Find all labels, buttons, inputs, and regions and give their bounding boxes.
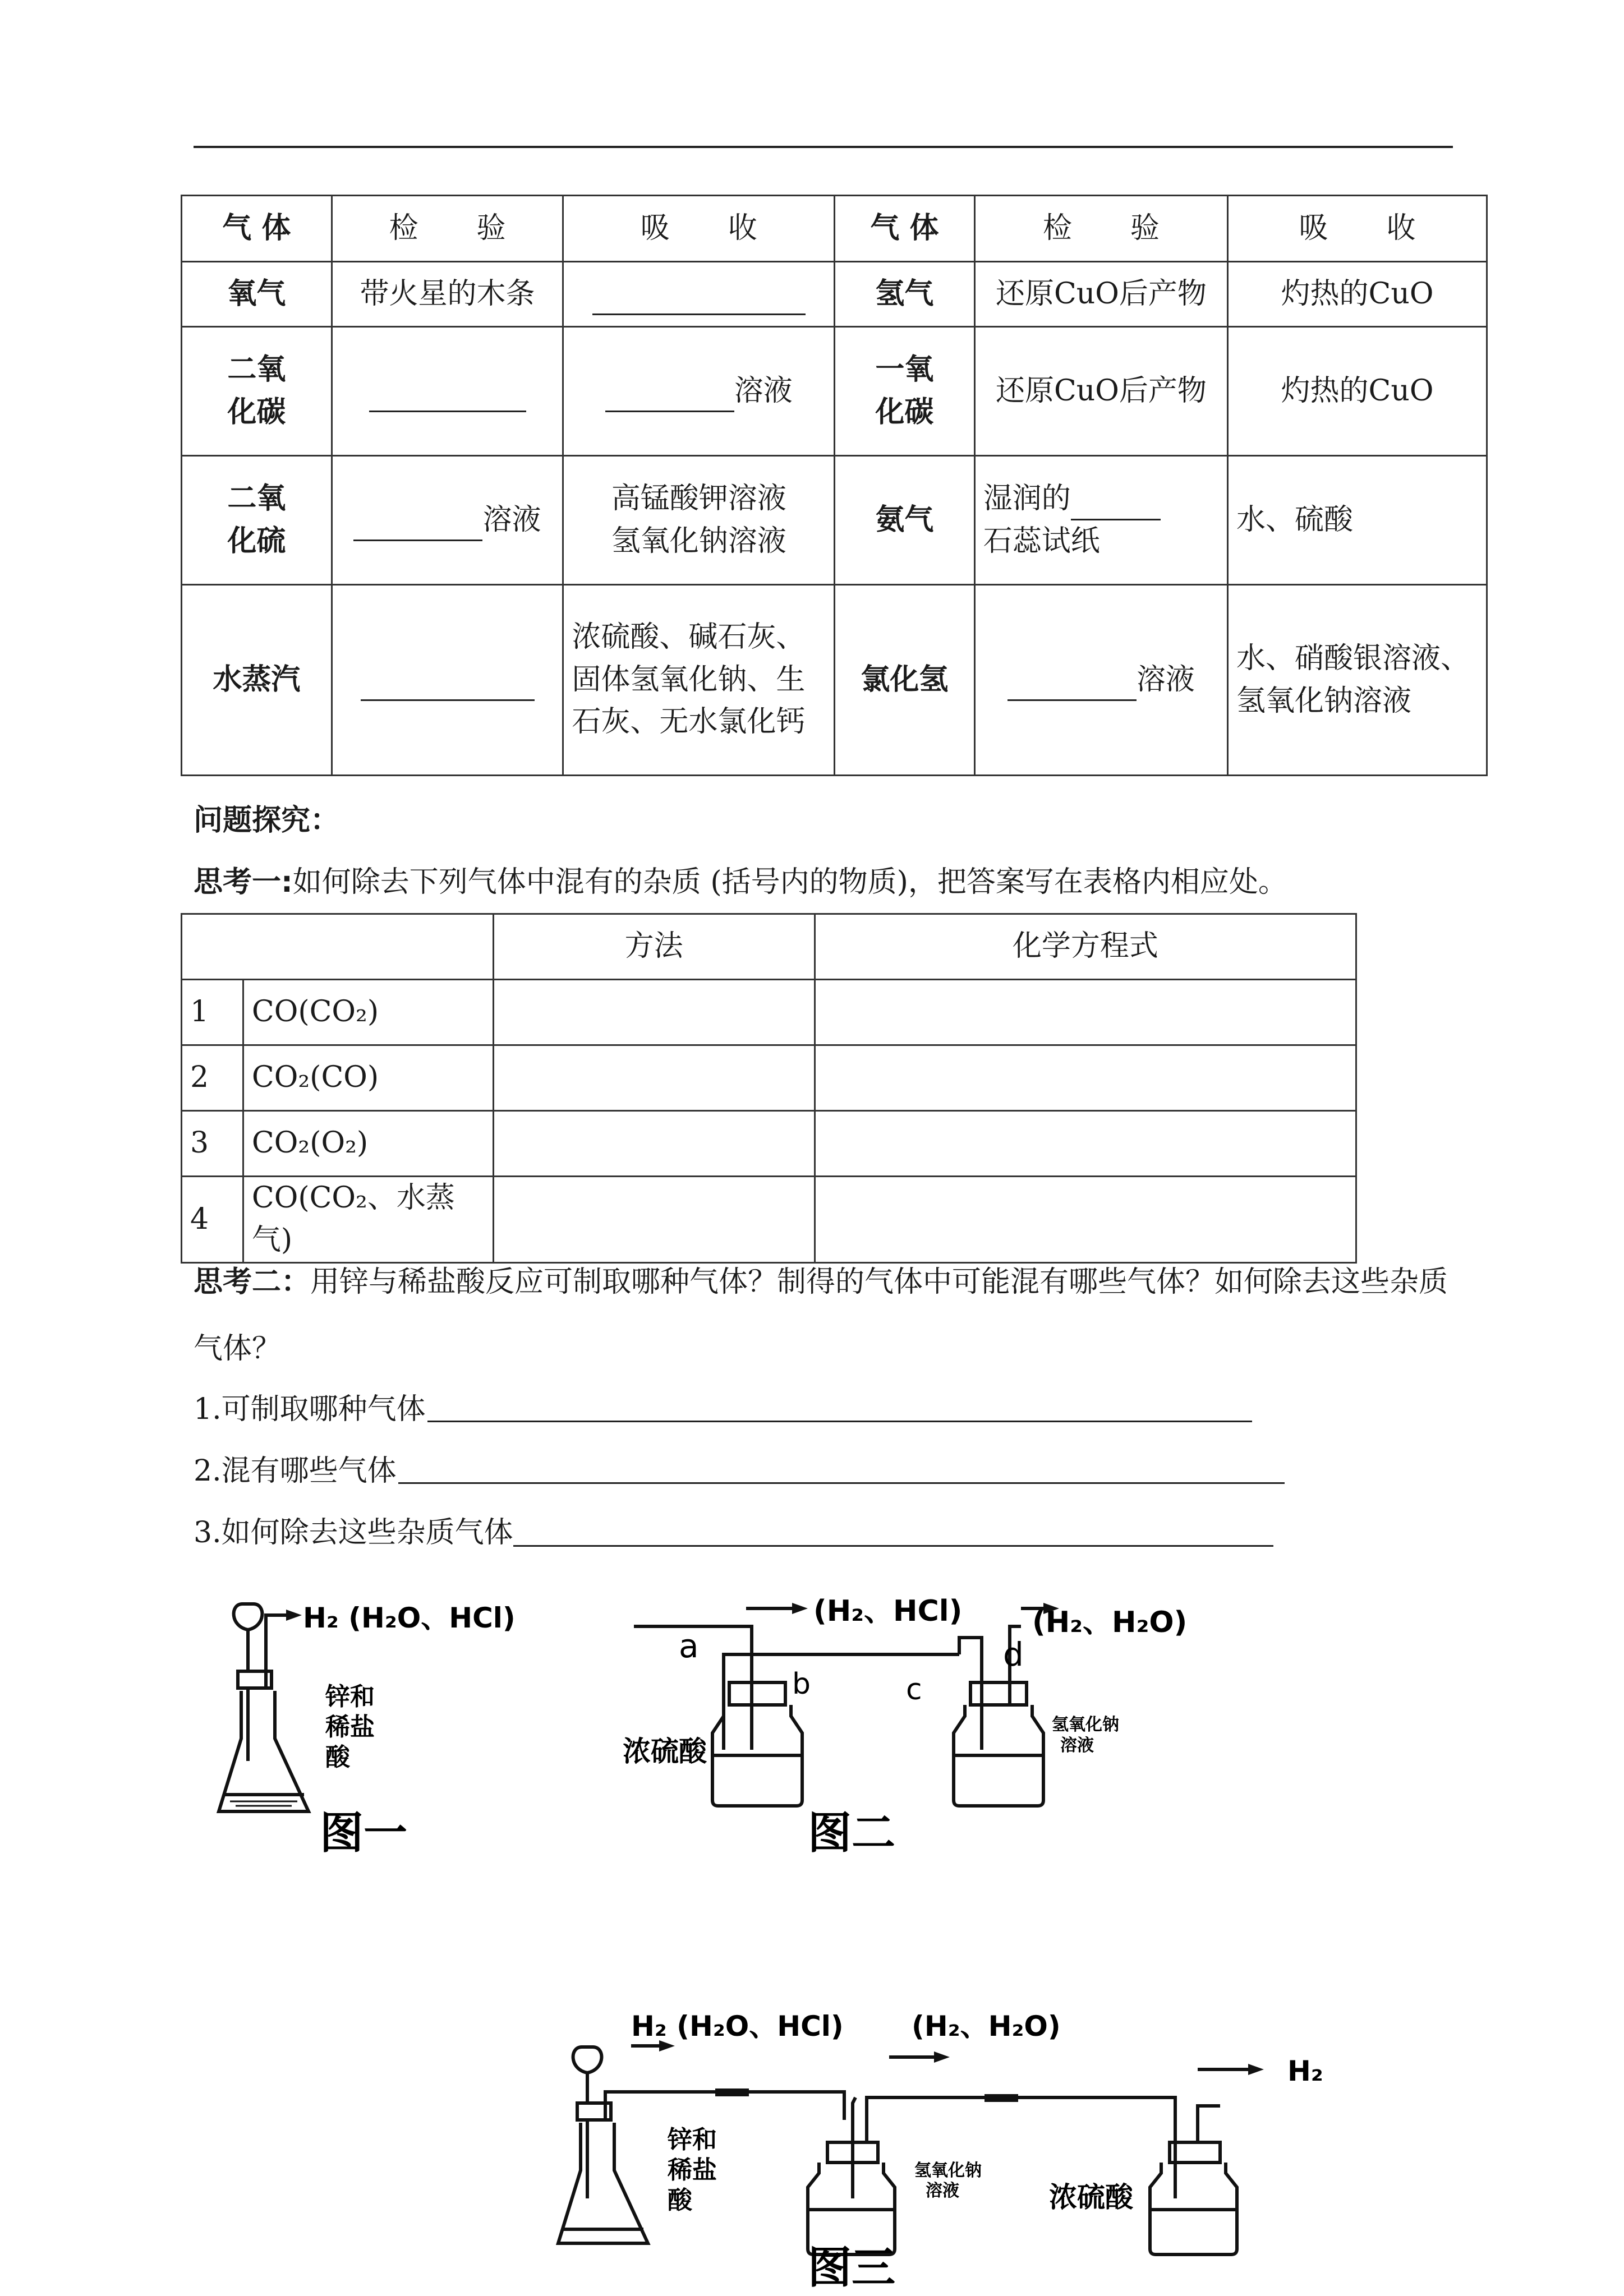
section-heading: 问题探究： — [194, 804, 340, 837]
fill-blank[interactable] — [592, 283, 806, 316]
figure-one-diagram — [213, 1593, 561, 1862]
absorb-hydrogen: 灼热的CuO — [1228, 262, 1487, 327]
think-one — [194, 858, 1287, 900]
method-cell[interactable] — [493, 1177, 815, 1263]
fig2-caption: 图二 — [808, 1808, 896, 1859]
fig1-reagent-2: 稀盐 — [325, 1713, 375, 1741]
table-row — [182, 585, 1487, 776]
absorbent-line: 氢氧化钠溶液 — [611, 524, 786, 558]
absorb-so2 — [563, 456, 835, 585]
row-number: 1 — [182, 980, 243, 1045]
gas-ammonia: 氨气 — [835, 456, 975, 585]
method-cell[interactable] — [493, 1111, 815, 1177]
think-one-label: 思考一: — [194, 865, 293, 899]
absorb-co: 灼热的CuO — [1228, 327, 1487, 456]
fig3-caption: 图三 — [808, 2243, 896, 2288]
solution-label: 溶液 — [482, 502, 541, 537]
gas-test-absorb-table — [181, 195, 1488, 776]
solution-label: 溶液 — [734, 374, 793, 408]
test-so2 — [332, 456, 563, 585]
think-two-text: 用锌与稀盐酸反应可制取哪种气体？制得的气体中可能混有哪些气体？如何除去这些杂质 — [310, 1265, 1448, 1299]
absorb-co2 — [563, 327, 835, 456]
header-empty — [182, 914, 494, 980]
header-test-1: 检 验 — [332, 196, 563, 262]
solution-label: 溶液 — [1136, 662, 1195, 697]
answer-line-3[interactable] — [513, 1545, 1273, 1547]
absorbent-line: 高锰酸钾溶液 — [611, 482, 786, 516]
fig2-port-c: c — [906, 1673, 922, 1707]
fig1-caption: 图一 — [320, 1808, 408, 1859]
fill-blank[interactable] — [605, 380, 734, 413]
equation-cell[interactable] — [815, 1111, 1356, 1177]
fig2-port-b: b — [792, 1667, 811, 1701]
fig2-bottle2-label-a: 氢氧化钠 — [1052, 1715, 1119, 1735]
test-ammonia — [974, 456, 1227, 585]
absorbent-line: 浓硫酸、碱石灰、 — [572, 620, 806, 654]
fig3-reagent-2: 稀盐 — [668, 2156, 717, 2184]
header-gas-1: 气 体 — [182, 196, 332, 262]
think-two-cont: 气体？ — [194, 1332, 282, 1366]
fig2-inlet-gas: (H₂、HCl) — [813, 1594, 963, 1628]
test-oxygen: 带火星的木条 — [332, 262, 563, 327]
gas-mixture: CO₂(O₂) — [243, 1111, 493, 1177]
think-one-text: 如何除去下列气体中混有的杂质 (括号内的物质)，把答案写在表格内相应处。 — [292, 865, 1287, 899]
figure-two-diagram — [617, 1593, 1223, 1862]
fill-blank[interactable] — [1071, 488, 1161, 520]
table-row — [182, 980, 1356, 1045]
table-row — [182, 262, 1487, 327]
table-header-row — [182, 196, 1487, 262]
fill-blank[interactable] — [1007, 669, 1137, 702]
question-3: 3.如何除去这些杂质气体 — [194, 1516, 513, 1550]
gas-so2: 二氧化硫 — [182, 456, 332, 585]
fig3-gas-1: H₂ (H₂O、HCl) — [631, 2013, 844, 2043]
figure-three-diagram — [553, 2013, 1349, 2288]
test-hcl — [974, 585, 1227, 776]
gas-mixture: CO₂(CO) — [243, 1045, 493, 1111]
absorb-hcl — [1228, 585, 1487, 776]
header-gas-2: 气 体 — [835, 196, 975, 262]
think-two-label: 思考二： — [194, 1265, 311, 1299]
fig3-bottle1-label-b: 溶液 — [926, 2181, 959, 2201]
equation-cell[interactable] — [815, 980, 1356, 1045]
table-row — [182, 1111, 1356, 1177]
fig2-bottle2-label-b: 溶液 — [1060, 1736, 1094, 1755]
table-header-row — [182, 914, 1356, 980]
gas-co: 一氧化碳 — [835, 327, 975, 456]
equation-cell[interactable] — [815, 1177, 1356, 1263]
absorb-ammonia: 水、硫酸 — [1228, 456, 1487, 585]
answer-line-1[interactable] — [427, 1421, 1252, 1422]
method-cell[interactable] — [493, 980, 815, 1045]
table-row — [182, 1045, 1356, 1111]
test-hydrogen: 还原CuO后产物 — [974, 262, 1227, 327]
test-text: 湿润的 — [983, 482, 1071, 516]
gas-mixture: CO(CO₂) — [243, 980, 493, 1045]
fig3-gas-3: H₂ — [1287, 2055, 1323, 2087]
row-number: 3 — [182, 1111, 243, 1177]
gas-co2: 二氧化碳 — [182, 327, 332, 456]
impurity-removal-table — [181, 913, 1357, 1264]
header-absorb-2: 吸 收 — [1228, 196, 1487, 262]
absorbent-line: 水、硝酸银溶液、 — [1236, 642, 1470, 676]
absorb-oxygen-blank[interactable] — [563, 262, 835, 327]
gas-mixture: CO(CO₂、水蒸气) — [243, 1177, 493, 1263]
gas-oxygen: 氧气 — [182, 262, 332, 327]
fig2-outlet-gas: (H₂、H₂O) — [1032, 1606, 1188, 1639]
test-water-vapor-blank[interactable] — [332, 585, 563, 776]
fig3-reagent-3: 酸 — [668, 2186, 692, 2215]
absorbent-line: 固体氢氧化钠、生 — [572, 662, 806, 697]
table-row — [182, 1177, 1356, 1263]
table-row — [182, 456, 1487, 585]
header-rule — [194, 146, 1453, 148]
test-text: 石蕊试纸 — [983, 524, 1100, 558]
row-number: 4 — [182, 1177, 243, 1263]
equation-cell[interactable] — [815, 1045, 1356, 1111]
fig2-bottle1-label: 浓硫酸 — [623, 1735, 707, 1768]
fig2-port-a: a — [679, 1627, 699, 1665]
header-method: 方法 — [493, 914, 815, 980]
absorb-water-vapor — [563, 585, 835, 776]
question-2: 2.混有哪些气体 — [194, 1454, 397, 1488]
fill-blank[interactable] — [361, 669, 535, 702]
fig3-bottle1-label-a: 氢氧化钠 — [914, 2161, 982, 2180]
header-test-2: 检 验 — [974, 196, 1227, 262]
fig3-reagent-1: 锌和 — [668, 2126, 717, 2154]
gas-hydrogen: 氢气 — [835, 262, 975, 327]
fill-blank[interactable] — [369, 380, 526, 413]
fig1-gas-label: H₂ (H₂O、HCl) — [303, 1602, 516, 1634]
row-number: 2 — [182, 1045, 243, 1111]
table-row — [182, 327, 1487, 456]
question-1: 1.可制取哪种气体 — [194, 1393, 426, 1426]
gas-water-vapor: 水蒸汽 — [182, 585, 332, 776]
fig3-gas-2: (H₂、H₂O) — [912, 2013, 1061, 2043]
think-two — [194, 1258, 1448, 1300]
method-cell[interactable] — [493, 1045, 815, 1111]
gas-hcl: 氯化氢 — [835, 585, 975, 776]
absorbent-line: 氢氧化钠溶液 — [1236, 684, 1412, 718]
fig3-bottle2-label: 浓硫酸 — [1049, 2181, 1133, 2214]
test-co2-blank[interactable] — [332, 327, 563, 456]
absorbent-line: 石灰、无水氯化钙 — [572, 705, 806, 739]
answer-line-2[interactable] — [398, 1482, 1285, 1484]
fill-blank[interactable] — [353, 509, 482, 542]
fig1-reagent-3: 酸 — [325, 1743, 350, 1772]
header-absorb-1: 吸 收 — [563, 196, 835, 262]
fig1-reagent-1: 锌和 — [325, 1682, 375, 1711]
test-co: 还原CuO后产物 — [974, 327, 1227, 456]
header-equation: 化学方程式 — [815, 914, 1356, 980]
fig2-port-d: d — [1003, 1635, 1024, 1673]
